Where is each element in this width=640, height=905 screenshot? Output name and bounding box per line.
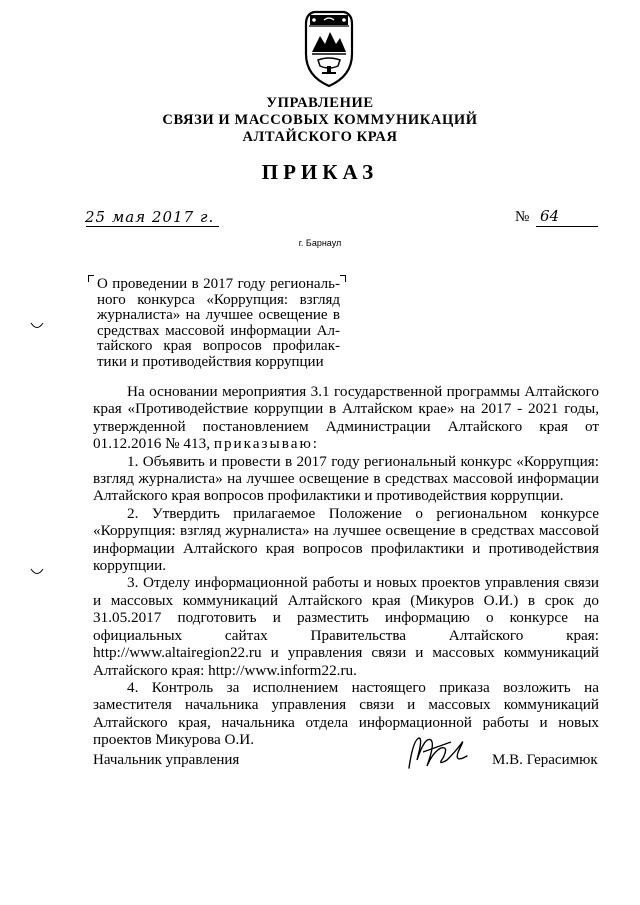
body-intro <box>93 383 599 453</box>
handwritten-signature <box>403 730 473 775</box>
signatory-name: М.В. Герасимюк <box>492 752 598 768</box>
date-underline <box>86 226 219 227</box>
number-underline <box>536 226 598 227</box>
order-subject: О проведении в 2017 году региональ-ного конкурса «Коррупция: взгляд журналиста» на лучшее освещение в средствах массовой информации Ал-тайского края вопросов профилак-тики и противодействия коррупции <box>97 276 340 370</box>
body-item-2: 2. Утвердить прилагаемое Положение о региональном конкурсе «Коррупция: взгляд журналиста» на лучшее освещение в средствах массовой информации Алтайского края вопросов профилактики и противодействия коррупции. <box>93 504 599 575</box>
body-item-4: 4. Контроль за исполнением настоящего приказа возложить на заместителя начальника управления связи и массовых коммуникаций Алтайского края, начальника отдела информационной работы и новых проектов Микурова О.И. <box>93 678 599 749</box>
binding-hole-mark <box>30 568 44 576</box>
subject-bracket-left <box>88 275 94 282</box>
subject-bracket-right <box>340 275 346 282</box>
body-item-3: 3. Отделу информационной работы и новых проектов управления связи и массовых коммуникаций Алтайского края (Микуров О.И.) в срок до 31.05.2017 подготовить и разместить информацию о конкурсе на официальных сайтах Правительства Алтайского края: http://www.altairegion22.ru и управления связи и массовых коммуникаций Алтайского края: http://www.inform22.ru. <box>93 574 599 679</box>
binding-hole-mark <box>30 322 44 330</box>
signatory-position: Начальник управления <box>93 752 240 768</box>
org-name-line-3: АЛТАЙСКОГО КРАЯ <box>242 129 398 145</box>
city: г. Барнаул <box>298 238 342 248</box>
body-item-1: 1. Объявить и провести в 2017 году региональный конкурс «Коррупция: взгляд журналиста» на лучшее освещение в средствах массовой информации Алтайского края вопросов профилактики и противодействия коррупции. <box>93 452 599 505</box>
org-name-line-2: СВЯЗИ И МАССОВЫХ КОММУНИКАЦИЙ <box>162 112 478 128</box>
order-number: 64 <box>540 207 560 225</box>
order-body <box>93 383 599 749</box>
intro-command: приказываю: <box>213 435 320 453</box>
org-name-line-1: УПРАВЛЕНИЕ <box>266 95 374 111</box>
order-date: 25 мая 2017 г. <box>85 208 215 226</box>
order-number-label: № <box>515 209 530 225</box>
intro-text: На основании мероприятия 3.1 государственной программы Алтайского края «Противодействие коррупции в Алтайском крае» на 2017 - 2021 годы, утвержденной постановлением Администрации Алтайского края от 01.12.2016 № 413, <box>93 383 599 453</box>
document-type-title: ПРИКАЗ <box>261 160 379 184</box>
coat-of-arms-emblem <box>300 6 358 88</box>
